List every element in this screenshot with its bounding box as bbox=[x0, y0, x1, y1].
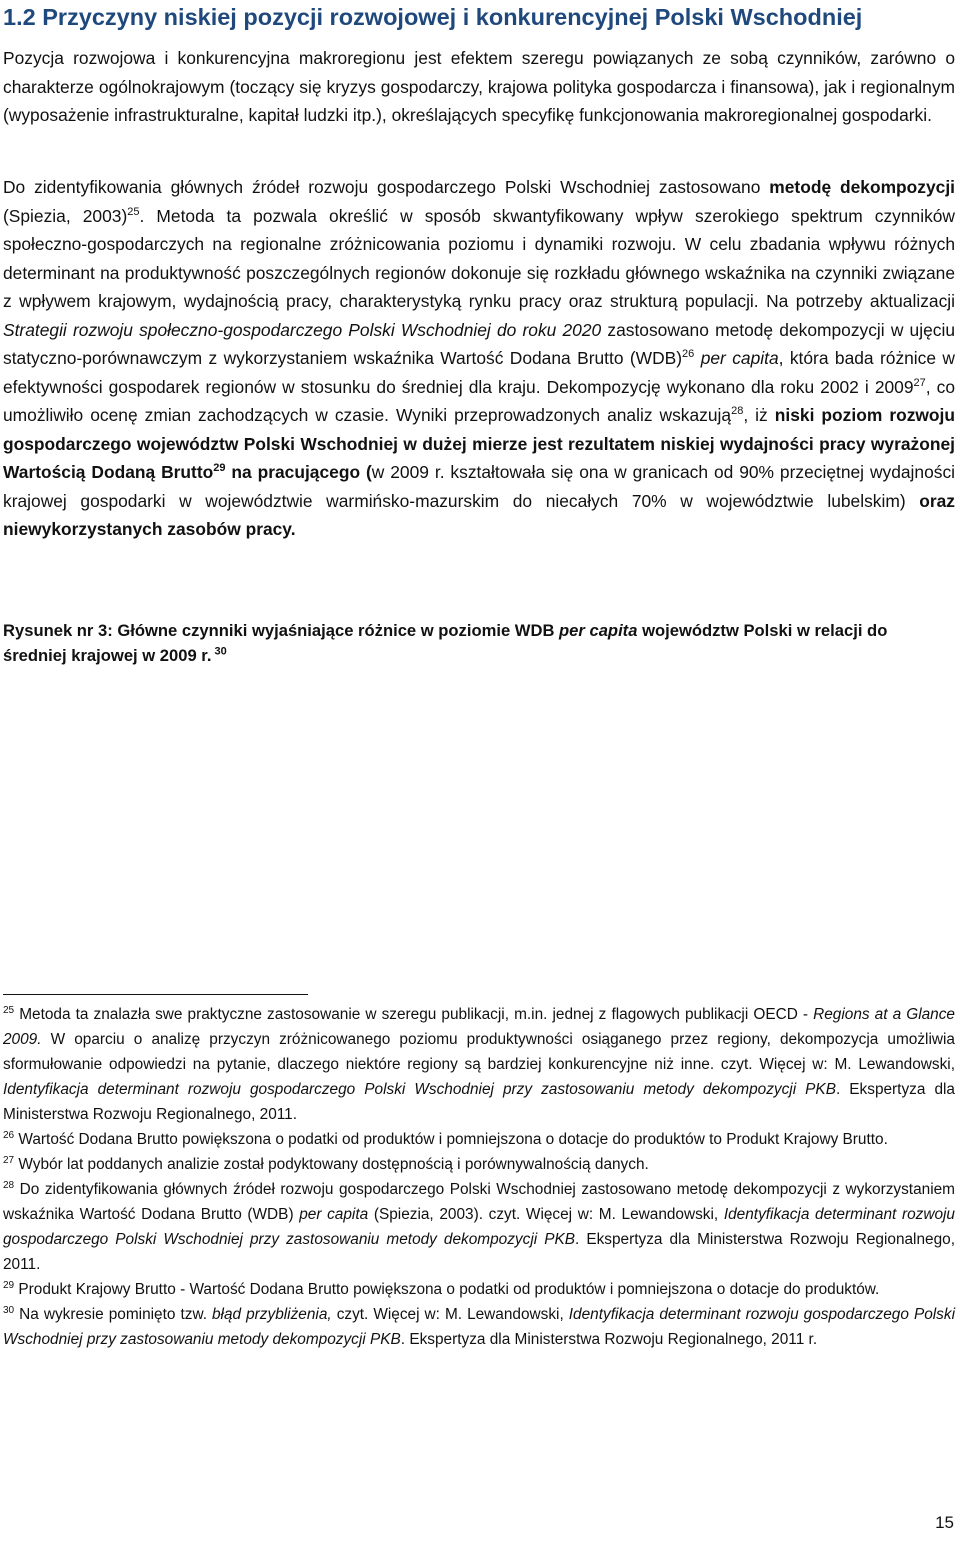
footnote-italic-text: Identyfikacja determinant rozwoju gospodarczego Polski Wschodniej przy zastosowaniu metody dekompozycji PKB bbox=[3, 1081, 836, 1098]
footnote-ref-27: 27 bbox=[913, 376, 926, 389]
footnote-text: Wartość Dodana Brutto powiększona o podatki od produktów i pomniejszona o dotacje do produktów to Produkt Krajowy Brutto. bbox=[14, 1131, 888, 1148]
paragraph-text: . Metoda ta pozwala określić w sposób skwantyfikowany wpływ szerokiego spektrum czynników społeczno-gospodarczych na regionalne zróżnicowania poziomu i dynamiki rozwoju. W celu zbadania wpływu różnych determinant na produktywność poszczególnych regionów dokonuje się rozkładu głównego wskaźnika na czynniki związane z wpływem krajowym, wydajnością pracy, charakterystyką rynku pracy oraz strukturą populacji. Na potrzeby aktualizacji bbox=[3, 205, 955, 311]
footnote-italic-text: błąd przybliżenia, bbox=[212, 1306, 332, 1323]
footnote-text: Produkt Krajowy Brutto - Wartość Dodana Brutto powiększona o podatki od produktów i pomniejszona o dotacje do produktów. bbox=[14, 1281, 880, 1298]
footnote-30 bbox=[3, 1302, 955, 1352]
paragraph-text: , co umożliwiło ocenę zmian zachodzących w czasie. Wyniki przeprowadzonych analiz wskazują bbox=[3, 376, 956, 425]
footnote-text: W oparciu o analizę przyczyn zróżnicowanego poziomu produktywności osiąganego przez regiony, dekompozycja umożliwia sformułowanie odpowiedzi na pytanie, dlaczego niektóre regiony są bardziej konkurencyjne niż inne. czyt. Więcej w: M. Lewandowski, bbox=[3, 1031, 955, 1073]
paragraph-text: Do zidentyfikowania głównych źródeł rozwoju gospodarczego Polski Wschodniej zastosowano bbox=[3, 177, 770, 197]
paragraph-text: , iż bbox=[743, 405, 775, 425]
paragraph-bold-text: niski poziom rozwoju gospodarczego województw Polski Wschodniej w dużej mierze jest rezultatem niskiej wydajności pracy wyrażonej Wartością Dodaną Brutto bbox=[3, 405, 956, 482]
footnote-ref-25: 25 bbox=[127, 205, 140, 218]
footnote-text: czyt. Więcej w: M. Lewandowski, bbox=[331, 1306, 569, 1323]
footnote-italic-text: per capita bbox=[299, 1206, 369, 1223]
footnote-ref-29: 29 bbox=[213, 462, 226, 475]
caption-text: Rysunek nr 3: Główne czynniki wyjaśniające różnice w poziomie WDB bbox=[3, 621, 560, 640]
paragraph-bold-text: na pracującego ( bbox=[225, 462, 372, 482]
footnote-27 bbox=[3, 1152, 955, 1177]
caption-text: województw Polski w relacji do średniej krajowej w 2009 r. bbox=[3, 621, 888, 665]
footnote-number: 25 bbox=[3, 1004, 15, 1016]
paragraph-text: , która bada różnice w efektywności gospodarek regionów w stosunku do średniej dla kraju. Dekompozycję wykonano dla roku 2002 i 2009 bbox=[3, 348, 955, 397]
footnote-number: 29 bbox=[3, 1279, 15, 1291]
footnote-number: 27 bbox=[3, 1154, 15, 1166]
paragraph-bold-text: metodę dekompozycji bbox=[769, 177, 955, 197]
footnote-text: Na wykresie pominięto tzw. bbox=[14, 1306, 212, 1323]
footnote-text: Do zidentyfikowania głównych źródeł rozwoju gospodarczego Polski Wschodniej zastosowano metodę dekompozycji z wykorzystaniem wskaźnika Wartość Dodana Brutto (WDB) bbox=[3, 1181, 955, 1223]
paragraph-decomposition-method bbox=[3, 173, 955, 544]
footnote-italic-text: Regions at a Glance 2009. bbox=[3, 1006, 955, 1048]
footnote-26 bbox=[3, 1127, 955, 1152]
footnote-italic-text: Identyfikacja determinant rozwoju gospodarczego Polski Wschodniej przy zastosowaniu metody dekompozycji PKB bbox=[3, 1206, 955, 1248]
footnote-text: Metoda ta znalazła swe praktyczne zastosowanie w szeregu publikacji, m.in. jednej z flagowych publikacji OECD - bbox=[14, 1006, 814, 1023]
footnote-number: 30 bbox=[3, 1304, 15, 1316]
footnote-text: . Ekspertyza dla Ministerstwa Rozwoju Regionalnego, 2011. bbox=[3, 1231, 955, 1273]
page-number: 15 bbox=[935, 1513, 954, 1532]
section-heading: 1.2 Przyczyny niskiej pozycji rozwojowej i konkurencyjnej Polski Wschodniej bbox=[3, 4, 863, 30]
footnote-28 bbox=[3, 1177, 955, 1277]
footnote-text: . Ekspertyza dla Ministerstwa Rozwoju Regionalnego, 2011 r. bbox=[400, 1331, 818, 1348]
footnote-text: Wybór lat poddanych analizie został podyktowany dostępnością i porównywalnością danych. bbox=[14, 1156, 649, 1173]
footnote-separator bbox=[3, 994, 308, 995]
footnote-italic-text: Identyfikacja determinant rozwoju gospodarczego Polski Wschodniej przy zastosowaniu metody dekompozycji PKB bbox=[3, 1306, 955, 1348]
paragraph-intro: Pozycja rozwojowa i konkurencyjna makroregionu jest efektem szeregu powiązanych ze sobą czynników, zarówno o charakterze ogólnokrajowym (toczący się kryzys gospodarczy, krajowa polityka gospodarcza i finansowa), jak i regionalnym (wyposażenie infrastrukturalne, kapitał ludzki itp.), określających specyfikę funkcjonowania makroregionalnej gospodarki. bbox=[3, 48, 955, 125]
footnote-ref-26: 26 bbox=[682, 348, 695, 361]
paragraph-text: w 2009 r. kształtowała się ona w granicach od 90% przeciętnej wydajności krajowej gospodarki w województwie warmińsko-mazurskim do niecałych 70% w województwie lubelskim) bbox=[3, 462, 956, 511]
footnote-25 bbox=[3, 1002, 955, 1127]
footnote-number: 26 bbox=[3, 1129, 15, 1141]
paragraph-bold-text: oraz niewykorzystanych zasobów pracy. bbox=[3, 490, 955, 539]
footnote-number: 28 bbox=[3, 1179, 15, 1191]
paragraph-text: zastosowano metodę dekompozycji w ujęciu statyczno-porównawczym z wykorzystaniem wskaźnika Wartość Dodana Brutto (WDB) bbox=[3, 319, 955, 368]
figure-caption bbox=[3, 618, 955, 668]
paragraph-text: (Spiezia, 2003) bbox=[3, 205, 128, 226]
footnotes-section bbox=[3, 1002, 955, 1352]
caption-italic-text: per capita bbox=[559, 621, 638, 640]
footnote-ref-28: 28 bbox=[731, 405, 744, 418]
paragraph-italic-text: per capita bbox=[700, 348, 779, 368]
footnote-text: . Ekspertyza dla Ministerstwa Rozwoju Regionalnego, 2011. bbox=[3, 1081, 955, 1123]
footnote-ref-30: 30 bbox=[211, 645, 227, 658]
paragraph-italic-text: Strategii rozwoju społeczno-gospodarczego Polski Wschodniej do roku 2020 bbox=[3, 319, 602, 340]
footnote-text: (Spiezia, 2003). czyt. Więcej w: M. Lewandowski, bbox=[368, 1206, 724, 1223]
footnote-29 bbox=[3, 1277, 955, 1302]
